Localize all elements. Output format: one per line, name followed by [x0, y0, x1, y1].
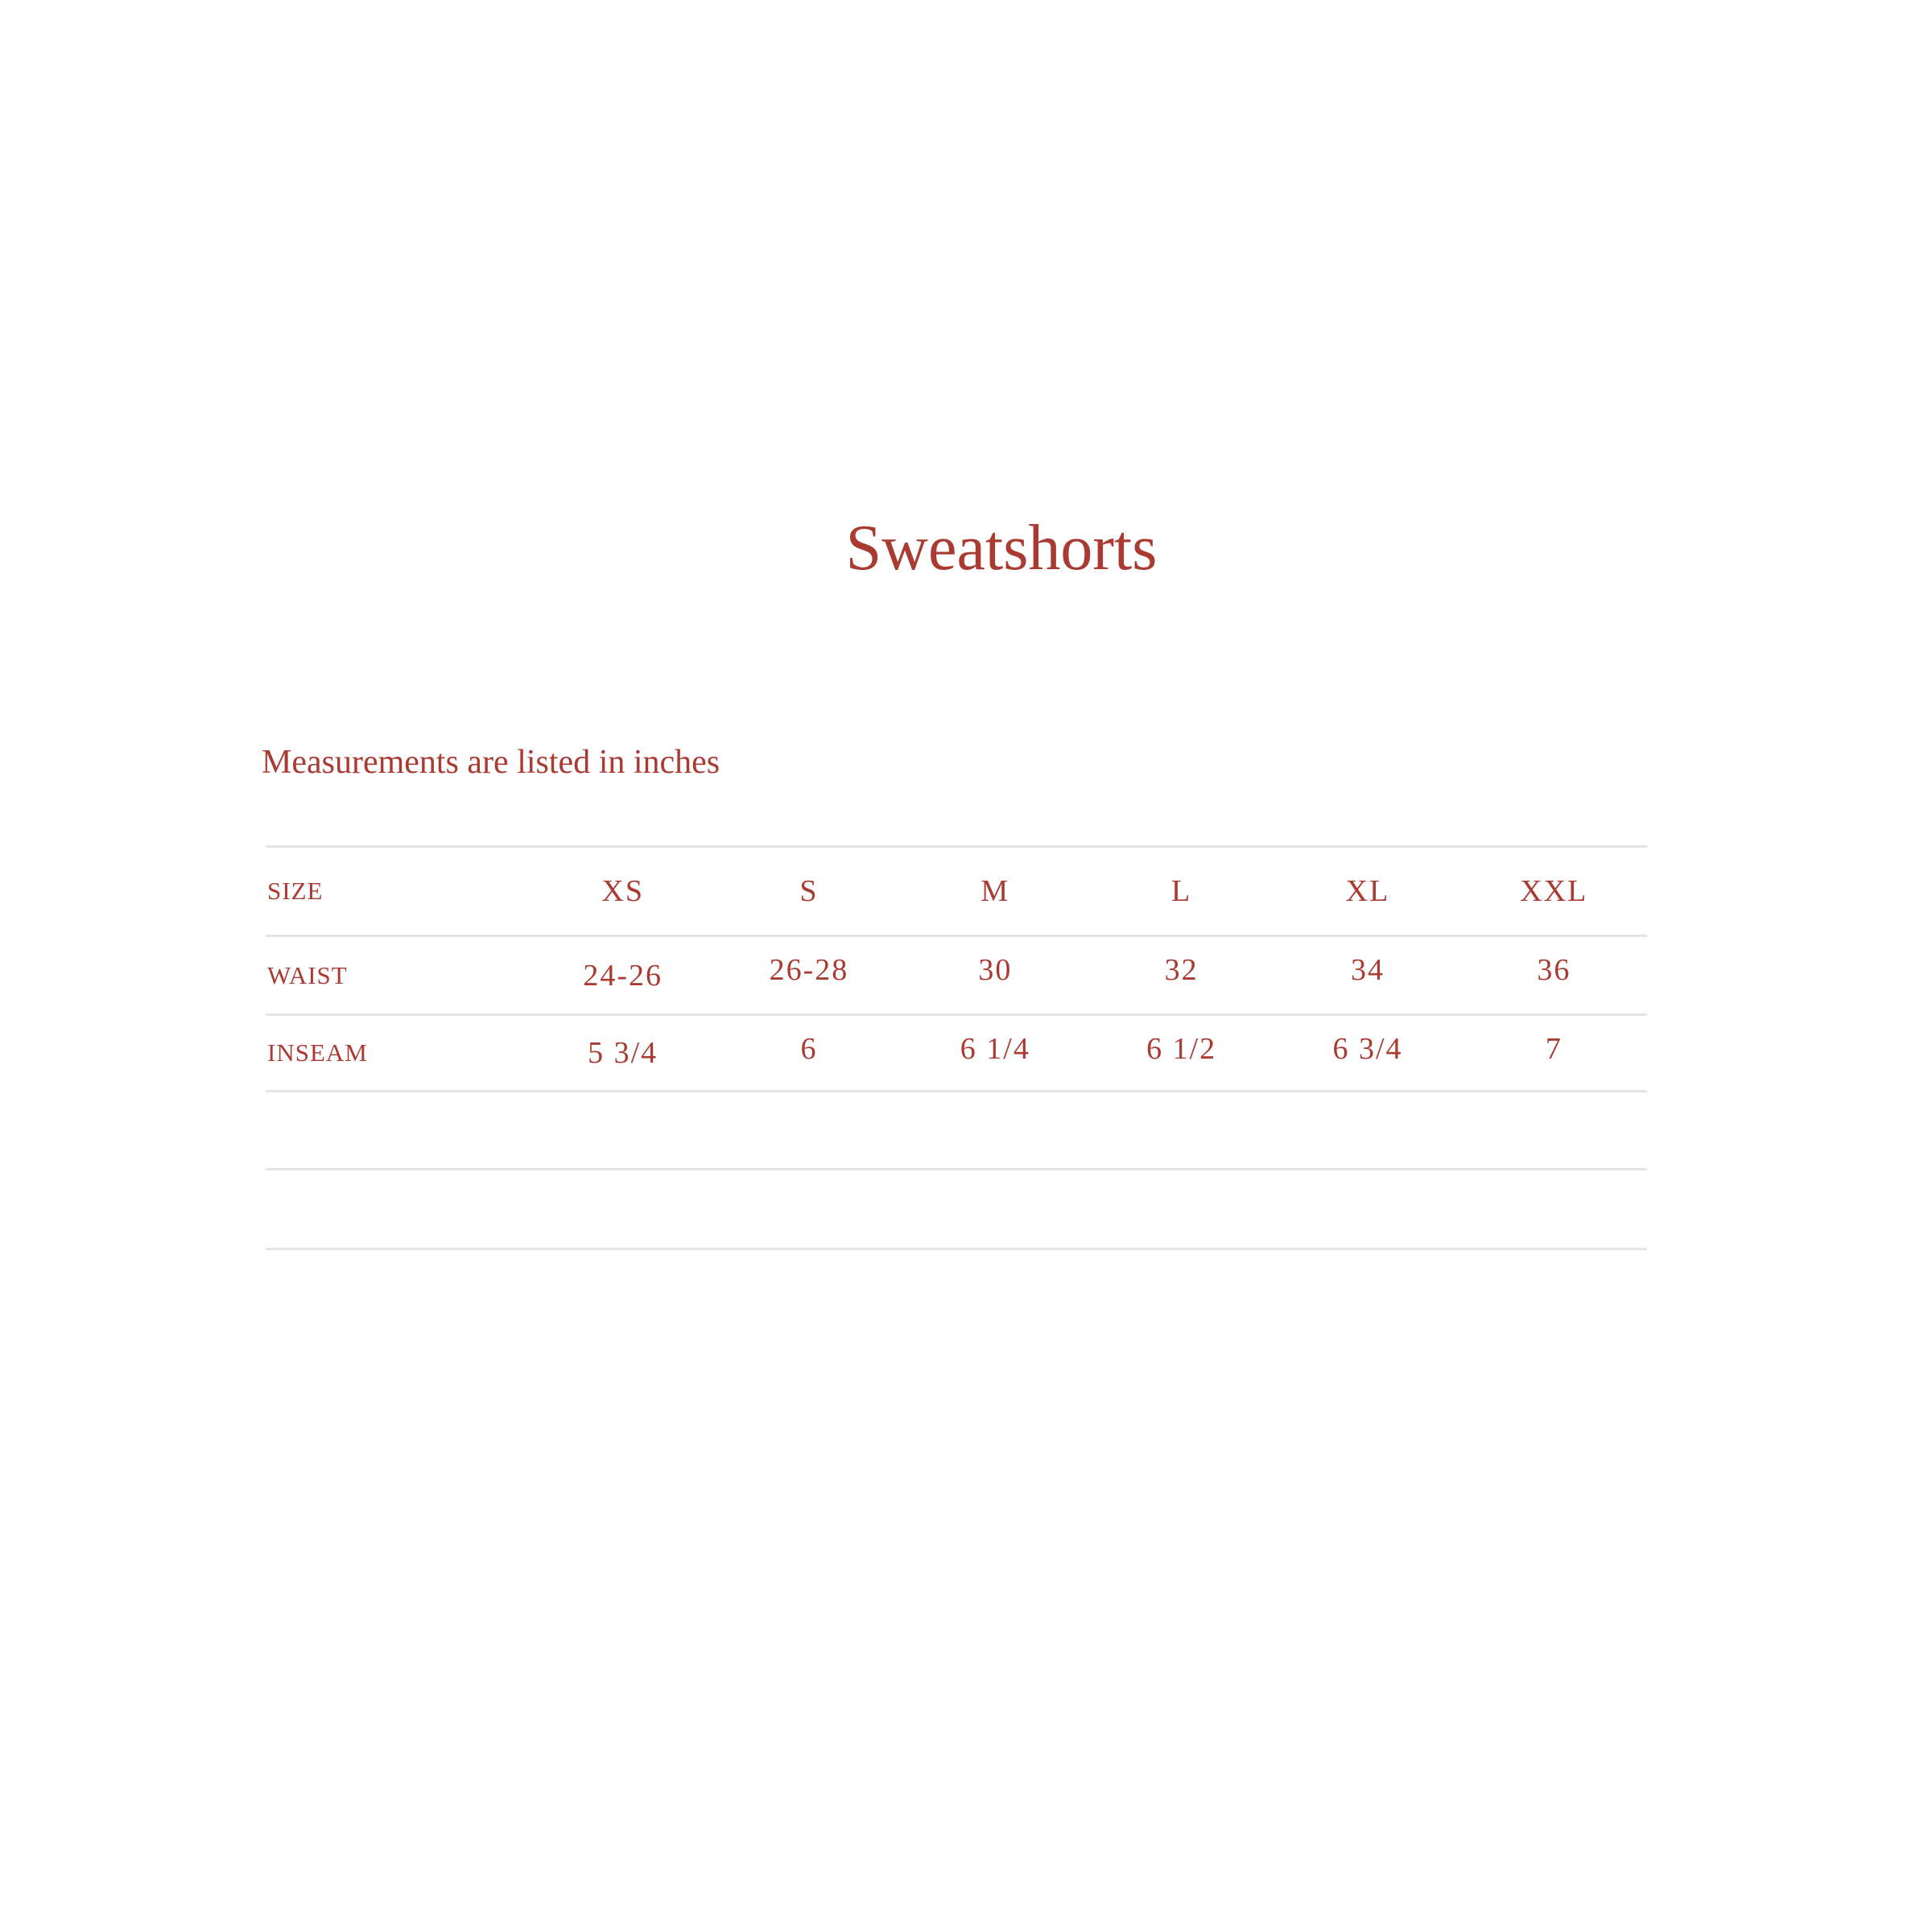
- inseam-row-label: INSEAM: [267, 1038, 368, 1067]
- size-col-xl: XL: [1345, 874, 1390, 908]
- inseam-value-xxl: 7: [1545, 1032, 1563, 1066]
- waist-value-xl: 34: [1350, 952, 1385, 987]
- size-header-row: [266, 848, 1647, 935]
- empty-row: [266, 1090, 1647, 1168]
- waist-value-s: 26-28: [769, 952, 849, 987]
- size-chart-table: [266, 845, 1647, 1250]
- waist-row: [266, 935, 1647, 1013]
- size-col-xs: XS: [601, 874, 644, 908]
- waist-value-xs: 24-26: [583, 958, 663, 993]
- size-col-m: M: [980, 874, 1010, 908]
- inseam-row: [266, 1013, 1647, 1090]
- size-col-xxl: XXL: [1520, 874, 1588, 908]
- units-note: Measurements are listed in inches: [262, 744, 720, 781]
- waist-value-m: 30: [978, 952, 1013, 987]
- size-col-l: L: [1171, 874, 1192, 908]
- inseam-value-xs: 5 3/4: [588, 1036, 658, 1070]
- inseam-value-xl: 6 3/4: [1332, 1032, 1403, 1066]
- waist-value-xxl: 36: [1537, 952, 1571, 987]
- waist-value-l: 32: [1164, 952, 1199, 987]
- page-title: Sweatshorts: [845, 513, 1158, 584]
- inseam-value-m: 6 1/4: [960, 1032, 1030, 1066]
- inseam-value-l: 6 1/2: [1146, 1032, 1217, 1066]
- inseam-value-s: 6: [800, 1032, 818, 1066]
- size-row-label: SIZE: [267, 877, 324, 905]
- waist-row-label: WAIST: [267, 960, 348, 989]
- empty-row: [266, 1168, 1647, 1248]
- size-col-s: S: [799, 874, 819, 908]
